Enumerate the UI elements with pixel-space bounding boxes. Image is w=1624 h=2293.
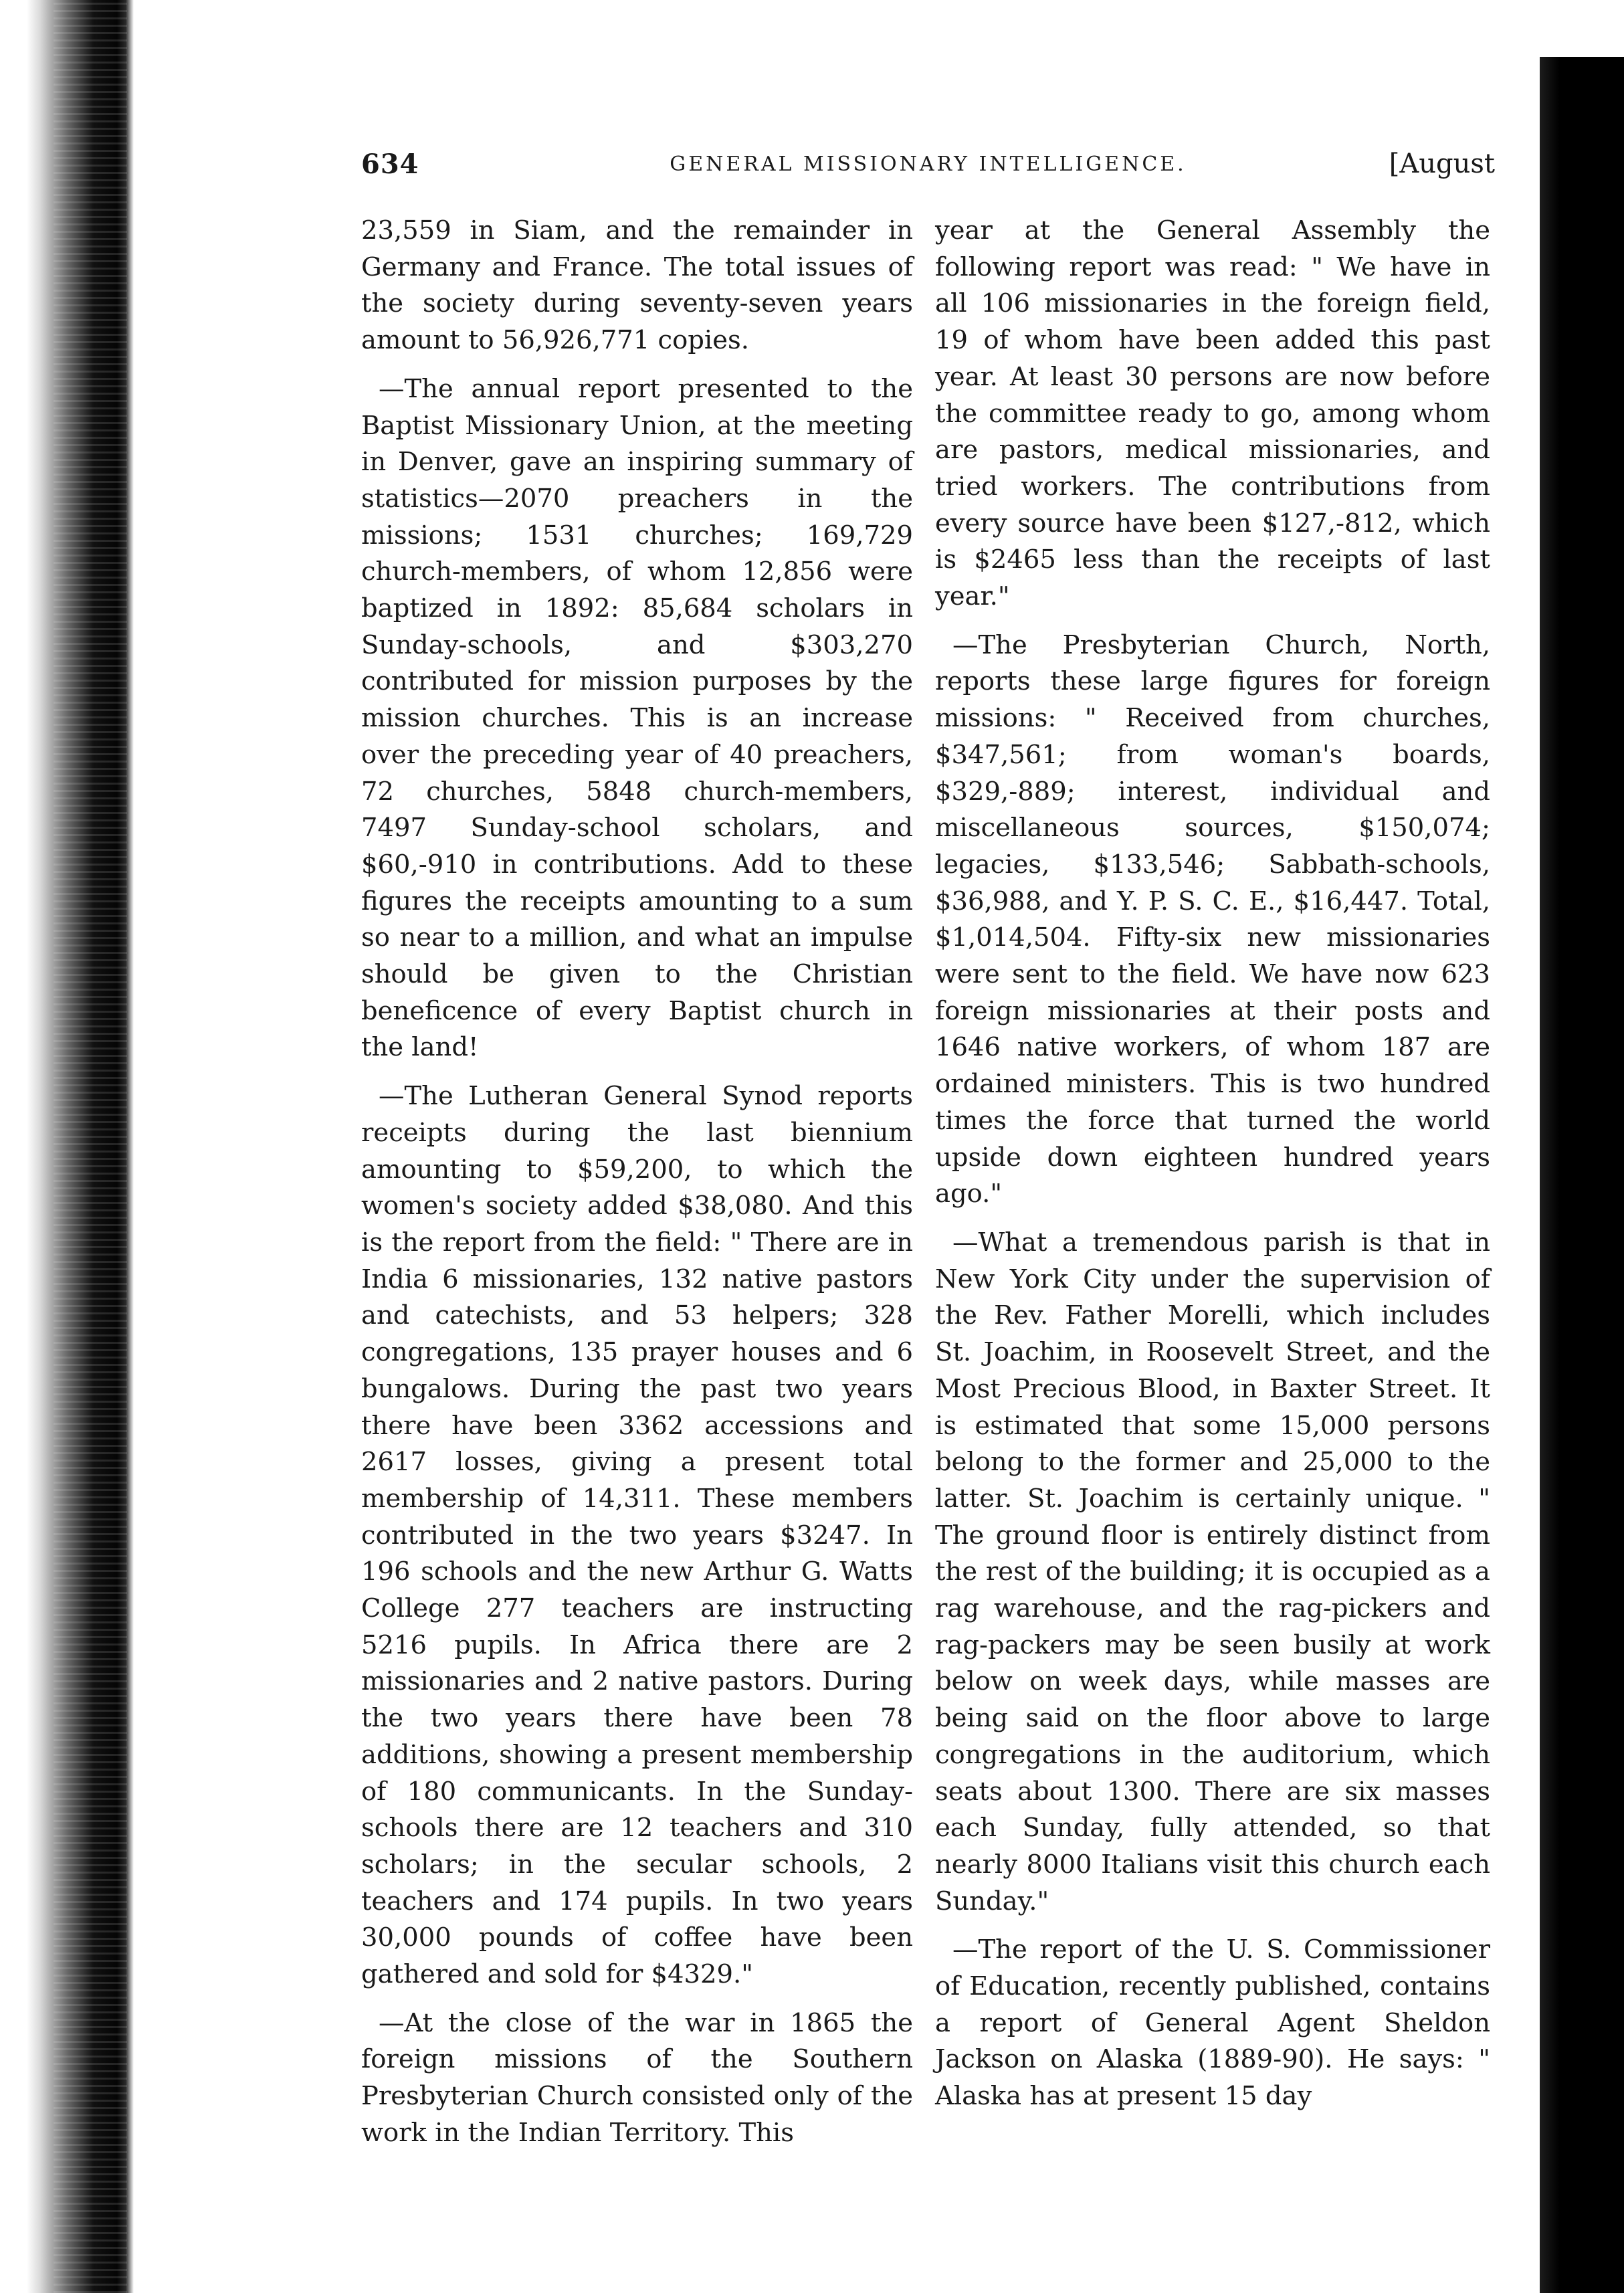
running-title: GENERAL MISSIONARY INTELLIGENCE. — [670, 153, 1187, 176]
left-column — [361, 213, 913, 2152]
paragraph: year at the General Assembly the following report was read: " We have in all 106 missionaries in the foreign field, 19 of whom have been added this past year. At least 30 persons are now before the committee ready to go, among whom are pastors, medical missionaries, and tried workers. The contributions from every source have been $127,-812, which is $2465 less than the receipts of last year." — [935, 215, 1490, 612]
paragraph: 23,559 in Siam, and the remainder in Germany and France. The total issues of the society during seventy-seven years amount to 56,926,771 copies. — [361, 215, 913, 356]
right-column — [935, 213, 1490, 2115]
paragraph: —The Lutheran General Synod reports receipts during the last biennium amounting to $59,200, to which the women's society added $38,080. And this is the report from the field: " There are in India 6 missionaries, 132 native pastors and catechists, and 53 helpers; 328 congregations, 135 prayer houses and 6 bungalows. During the past two years there have been 3362 accessions and 2617 losses, giving a present total membership of 14,311. These members contributed in the two years $3247. In 196 schools and the new Arthur G. Watts College 277 teachers are instructing 5216 pupils. In Africa there are 2 missionaries and 2 native pastors. During the two years there have been 78 additions, showing a present membership of 180 communicants. In the Sunday-schools there are 12 teachers and 310 scholars; in the secular schools, 2 teachers and 174 pupils. In two years 30,000 pounds of coffee have been gathered and sold for $4329." — [361, 1081, 913, 1990]
scanned-page-edge — [1540, 57, 1624, 2293]
page-number: 634 — [361, 148, 419, 180]
scanned-binding-edge — [0, 0, 134, 2293]
page-header — [361, 148, 1495, 202]
paragraph: —What a tremendous parish is that in New York City under the supervision of the Rev. Father Morelli, which includes St. Joachim, in Roosevelt Street, and the Most Precious Blood, in Baxter Street. It is estimated that some 15,000 persons belong to the former and 25,000 to the latter. St. Joachim is certainly unique. " The ground floor is entirely distinct from the rest of the building; it is occupied as a rag warehouse, and the rag-pickers and rag-packers may be seen busily at work below on week days, while masses are being said on the floor above to large congregations in the auditorium, which seats about 1300. There are six masses each Sunday, fully attended, so that nearly 8000 Italians visit this church each Sunday." — [935, 1227, 1490, 1916]
running-month: [August — [1389, 148, 1495, 179]
paragraph: —The Presbyterian Church, North, reports these large figures for foreign missions: " Received from churches, $347,561; from woman's boards, $329,-889; interest, individual and miscellaneous sources, $150,074; legacies, $133,546; Sabbath-schools, $36,988, and Y. P. S. C. E., $16,447. Total, $1,014,504. Fifty-six new missionaries were sent to the field. We have now 623 foreign missionaries at their posts and 1646 native workers, of whom 187 are ordained ministers. This is two hundred times the force that turned the world upside down eighteen hundred years ago." — [935, 629, 1490, 1209]
paragraph: —The annual report presented to the Baptist Missionary Union, at the meeting in Denver, gave an inspiring summary of statistics—2070 preachers in the missions; 1531 churches; 169,729 church-members, of whom 12,856 were baptized in 1892: 85,684 scholars in Sunday-schools, and $303,270 contributed for mission purposes by the mission churches. This is an increase over the preceding year of 40 preachers, 72 churches, 5848 church-members, 7497 Sunday-school scholars, and $60,-910 in contributions. Add to these figures the receipts amounting to a sum so near to a million, and what an impulse should be given to the Christian beneficence of every Baptist church in the land! — [361, 373, 913, 1063]
paragraph: —The report of the U. S. Commissioner of Education, recently published, contains a report of General Agent Sheldon Jackson on Alaska (1889-90). He says: " Alaska has at present 15 day — [935, 1934, 1490, 2112]
paragraph: —At the close of the war in 1865 the foreign missions of the Southern Presbyterian Church consisted only of the work in the Indian Territory. This — [361, 2007, 913, 2148]
